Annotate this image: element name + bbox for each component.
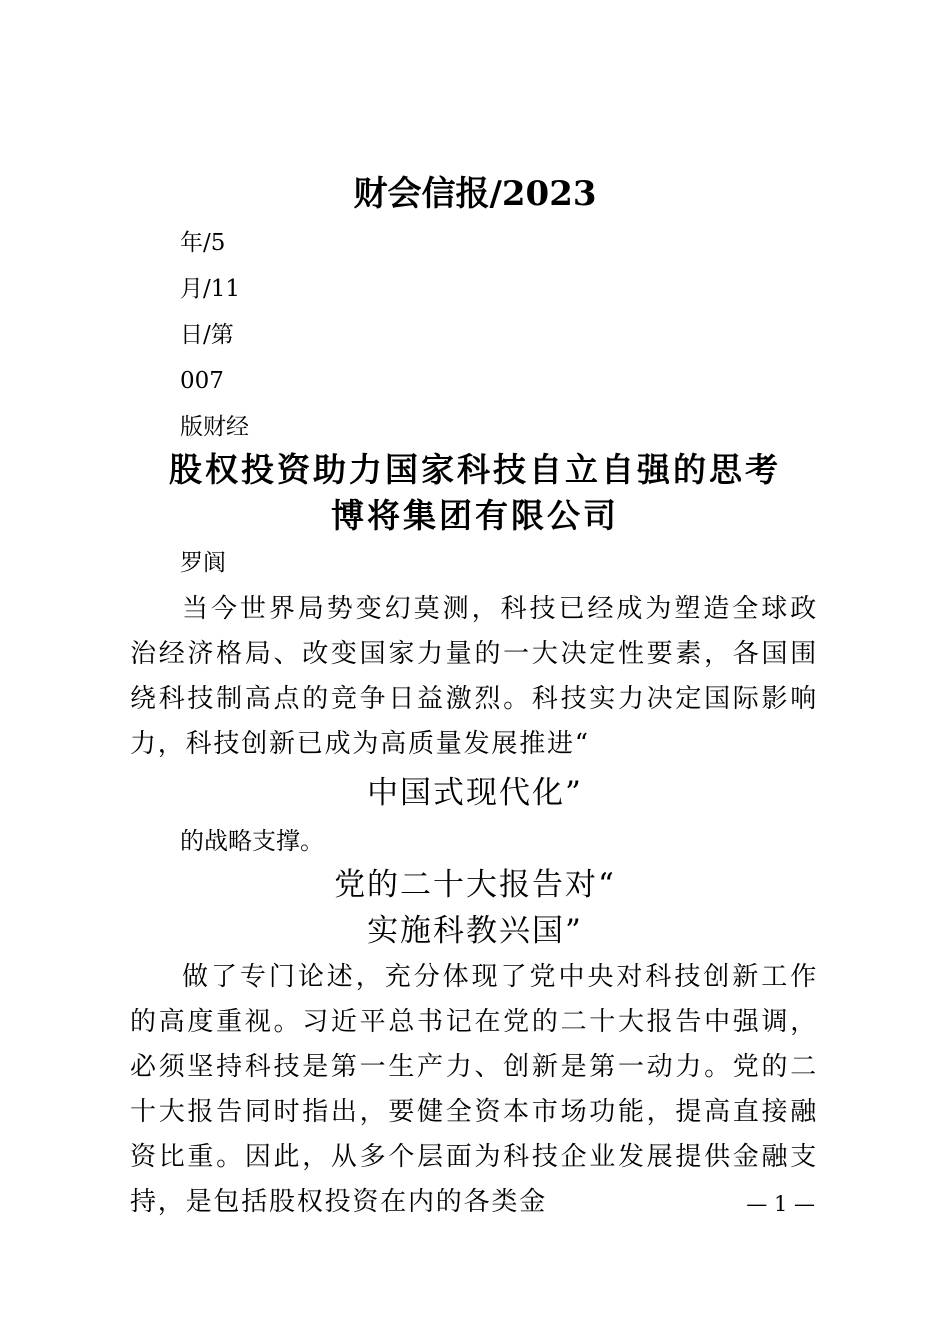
emphasis-line-2b: 实施科教兴国”	[367, 913, 583, 949]
article-subheadline: 博将集团有限公司	[331, 496, 619, 535]
article-author: 罗阆	[180, 550, 226, 576]
meta-line-day: 日/第	[180, 322, 234, 348]
article-paragraph-1: 当今世界局势变幻莫测，科技已经成为塑造全球政治经济格局、改变国家力量的一大决定性要素，各国围绕科技制高点的竞争日益激烈。科技实力决定国际影响力，科技创新已成为高质量发展推进“	[130, 594, 818, 759]
article-paragraph-2: 的战略支撑。	[180, 827, 324, 855]
meta-line-edition-number: 007	[180, 368, 224, 394]
meta-line-month: 月/11	[180, 276, 241, 302]
article-headline: 股权投资助力国家科技自立自强的思考	[169, 450, 781, 489]
document-title: 财会信报/2023	[353, 174, 597, 214]
meta-line-section: 版财经	[180, 414, 249, 440]
emphasis-line-2a: 党的二十大报告对“	[334, 867, 616, 903]
page-number: — 1 —	[746, 1192, 815, 1216]
meta-line-year: 年/5	[180, 230, 226, 256]
article-paragraph-3: 做了专门论述，充分体现了党中央对科技创新工作的高度重视。习近平总书记在党的二十大报告中强调，必须坚持科技是第一生产力、创新是第一动力。党的二十大报告同时指出，要健全资本市场功能，提高直接融资比重。因此，从多个层面为科技企业发展提供金融支持，是包括股权投资在内的各类金	[130, 962, 818, 1217]
emphasis-line-1: 中国式现代化”	[367, 775, 583, 811]
